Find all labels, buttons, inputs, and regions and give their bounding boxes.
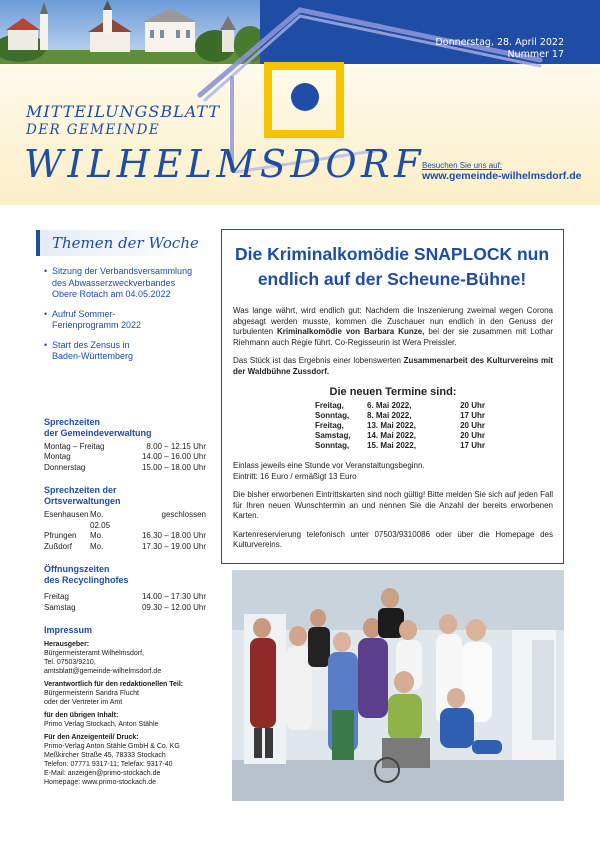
date-row: Sonntag, 8. Mai 2022, 17 Uhr: [315, 411, 485, 420]
masthead-subtitle-2: DER GEMEINDE: [26, 122, 161, 138]
topic-item[interactable]: • Sitzung der Verbandsversammlung des Abwasserzweckverbandes Obere Rotach am 04.05.2022: [36, 266, 206, 301]
email-link[interactable]: E-Mail: anzeigen@primo-stockach.de: [44, 770, 161, 777]
recyclinghof-title: Öffnungszeiten des Recyclinghofes: [44, 564, 129, 585]
hours-row: Esenhausen Mo. 02.05 geschlossen: [44, 510, 206, 530]
date-row: Sonntag, 15. Mai 2022, 17 Uhr: [315, 441, 485, 450]
hours-row: Freitag 14.00 – 17.30 Uhr: [44, 592, 206, 601]
issue-number: Nummer 17: [507, 49, 564, 60]
dates-title: Die neuen Termine sind:: [329, 386, 457, 398]
article-box: [221, 229, 564, 564]
masthead-title: WILHELMSDORF: [24, 142, 425, 186]
masthead-subtitle-1: MITTEILUNGSBLATT: [26, 102, 221, 121]
date-row: Freitag, 6. Mai 2022, 20 Uhr: [315, 401, 485, 410]
sprechzeiten-table: [44, 442, 206, 474]
ortsverwaltung-title: Sprechzeiten der Ortsverwaltungen: [44, 485, 121, 506]
date-row: Samstag, 14. Mai 2022, 20 Uhr: [315, 431, 485, 440]
website-link[interactable]: www.gemeinde-wilhelmsdorf.de: [422, 170, 582, 182]
impressum: Herausgeber: Bürgermeisteramt Wilhelmsdorf, Tel. 07503/9210, amtsblatt@gemeinde-wilhelmsdorf.de Verantwortlich für den redaktionellen Teil: Bürgermeisterin Sandra Flucht oder der Vertreter im Amt für den übrigen Inhalt: Primo Verlag Stockach, Anton Stähle Für den Anzeigenteil/ Druck: Primo-Verlag Anton Stähle GmbH & Co. KG Meßkircher Straße 45, 78333 Stockach Telefon: 07771 9317-11; Telefax: 9317-40 E-Mail: anzeigen@primo-stockach.de Homepage: www.primo-stockach.de: [44, 640, 214, 787]
topic-list: [36, 266, 206, 363]
recyclinghof-table: [44, 592, 206, 613]
hours-row: Zußdorf Mo. 17.30 – 19.00 Uhr: [44, 541, 206, 551]
hours-row: Montag 14.00 – 16.00 Uhr: [44, 452, 206, 461]
article-paragraph: Das Stück ist das Ergebnis einer lobenswerten Zusammenarbeit des Kulturvereins mit der Waldbühne Zussdorf.: [233, 356, 554, 376]
hours-row: Montag – Freitag 8.00 – 12.15 Uhr: [44, 441, 206, 451]
sprechzeiten-title: Sprechzeiten der Gemeindeverwaltung: [44, 416, 152, 438]
issue-date: Donnerstag, 28. April 2022: [435, 37, 564, 48]
article-paragraph: Die bisher erworbenen Eintrittskarten sind noch gültig! Bitte melden Sie sich auf jeden Fall für Ihren neuen Wunschtermin an und nennen Sie die Anzahl der bereits erworbenen Karten.: [233, 490, 553, 520]
article-title: Die Kriminalkomödie SNAPLOCK nun endlich auf der Scheune-Bühne!: [234, 244, 550, 289]
visit-label: Besuchen Sie uns auf:: [422, 161, 503, 170]
article-paragraph: Einlass jeweils eine Stunde vor Veranstaltungsbeginn. Eintritt: 16 Euro / ermäßigt 13 Euro: [233, 461, 425, 481]
impressum-title: Impressum: [44, 625, 93, 635]
date-row: Freitag, 13. Mai 2022, 20 Uhr: [315, 421, 485, 430]
sidebar: [36, 230, 206, 787]
masthead: [0, 0, 600, 205]
hours-row: Samstag 09.30 – 12.00 Uhr: [44, 602, 206, 612]
dates-table: [315, 401, 485, 451]
hours-row: Donnerstag 15.00 – 18.00 Uhr: [44, 462, 206, 472]
article-paragraph: Was lange währt, wird endlich gut: Nachdem die Inszenierung zweimal wegen Corona abgesagt werden musste, kommen die Zuschauer nun endlich in den Genuss der turbulenten Kriminalkomödie von Barbara Kunze, bei der sie zusammen mit Lothar Riehmann auch Regie führt. Co-Regisseurin ist Wera Preissler.: [233, 306, 553, 347]
themen-title: Themen der Woche: [52, 234, 199, 252]
hours-row: Pfrungen Mo. 16.30 – 18.00 Uhr: [44, 531, 206, 540]
issue-info: [435, 37, 564, 61]
topic-item[interactable]: • Aufruf Sommer- Ferienprogramm 2022: [36, 309, 206, 332]
article-paragraph: Kartenreservierung telefonisch unter 07503/9310086 oder über die Homepage des Kulturvereins.: [233, 529, 553, 549]
email-link[interactable]: amtsblatt@gemeinde-wilhelmsdorf.de: [44, 668, 162, 675]
topic-item[interactable]: • Start des Zensus in Baden-Württemberg: [36, 340, 206, 363]
article-body: [233, 306, 553, 559]
themen-header: [36, 230, 202, 256]
ortsverwaltung-table: [44, 510, 206, 552]
homepage-link[interactable]: Homepage: www.primo-stockach.de: [44, 779, 157, 786]
cast-photo: [232, 570, 564, 801]
